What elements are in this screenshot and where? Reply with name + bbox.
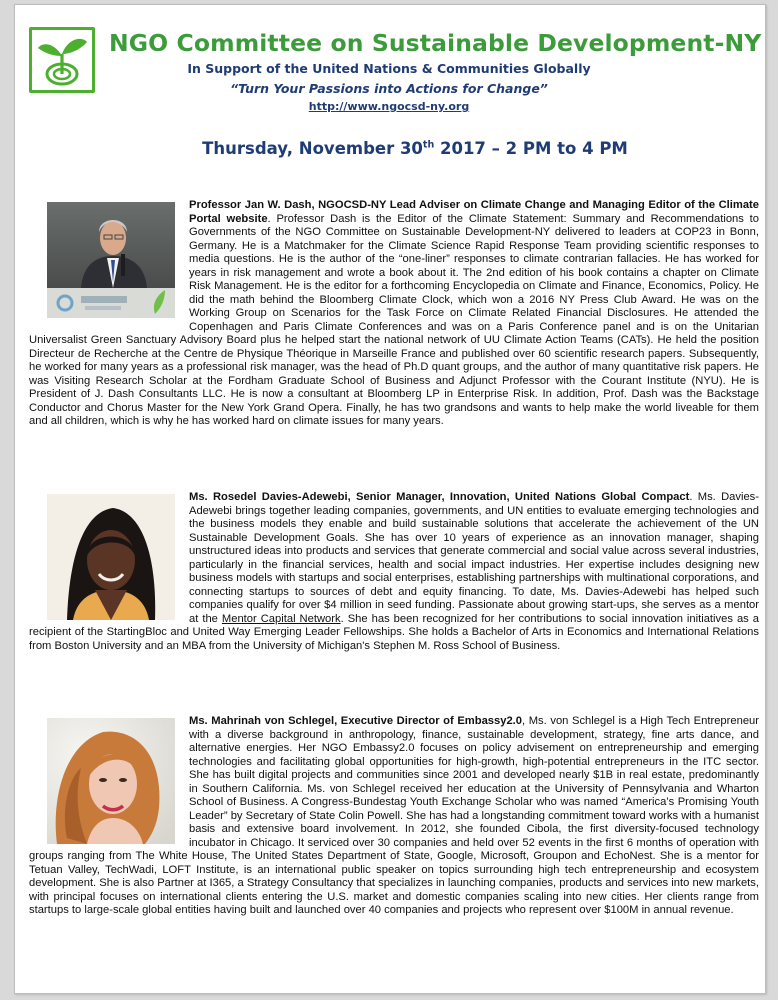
- event-date-day: Thursday, November 30: [202, 139, 423, 158]
- speaker-bio-rosedel-davies-adewebi: [29, 491, 759, 653]
- website-link[interactable]: http://www.ngocsd-ny.org: [308, 100, 470, 113]
- sprout-logo-icon: [29, 27, 95, 93]
- speaker-bio-mahrinah-von-schlegel: [29, 715, 759, 918]
- organization-subtitle: In Support of the United Nations & Communities Globally: [187, 61, 591, 76]
- mentor-capital-network-link[interactable]: Mentor Capital Network: [221, 612, 341, 625]
- speaker-name-mahrinah-von-schlegel: Ms. Mahrinah von Schlegel, Executive Director of Embassy2.0: [189, 715, 523, 727]
- speaker-name-rosedel-davies-adewebi: Ms. Rosedel Davies-Adewebi, Senior Manager, Innovation, United Nations Global Compact: [189, 491, 690, 503]
- speaker-photo-mahrinah-von-schlegel: [47, 718, 175, 844]
- organization-title: NGO Committee on Sustainable Development-NY: [109, 29, 762, 57]
- event-date-heading: [165, 139, 665, 158]
- speaker-bio-text-rosedel-davies-adewebi-continued: . She has been recognized for her contributions to social innovation initiatives as a recipient of the StartingBloc and United Way Emerging Leader Fellowships. She holds a Bachelor of Arts in Economics and International Relations from Boston University and an MBA from the University of Michigan's Stephen M. Ross School of Business.: [29, 612, 759, 652]
- speaker-name-jan-dash: Professor Jan W. Dash, NGOCSD-NY Lead Adviser on Climate Change and Managing Editor of the Climate Portal website: [189, 199, 759, 225]
- event-date-ordinal: th: [422, 139, 435, 151]
- speaker-bio-text-jan-dash: . Professor Dash is the Editor of the Climate Statement: Summary and Recommendations to Governments of the NGO Committee on Sustainable Development-NY delivered to leaders at COP23 in Bonn, Germany. He is a Matchmaker for the Climate Science Rapid Response Team providing scientific responses to media questions. He is the author of the “one-liner” responses to climate contrarian fallacies. He has worked for years in risk management and wrote a book about it. The 2nd edition of his book contains a chapter on Climate Risk Management. He is the editor for a forthcoming Encyclopedia on Climate and Finance, Economics, Policy. He did the math behind the Bloomberg Climate Clock, which won a 2016 NY Press Club Award. He was on the Working Group on Scenarios for the Task Force on Climate Related Financial Disclosures. He attended the Copenhagen and Paris Climate Conferences and was on a Paris Conference panel and is on the Unitarian Universalist Green Sanctuary Advisory Board plus he helped start the national network of UU Climate Action Teams (CATs). He held the position Directeur de Recherche at the Centre de Physique Théorique in Marseille France and published over 60 scientific research papers. Subsequently, he worked for many years as a professional risk manager, was the head of Ph.D quant groups, and the author of many quantitative risk papers. He was Visiting Research Scholar at the Fordham Graduate School of Business and Adjunct Professor with the Courant Institute (NYU). He is President of J. Dash Consultants LLC. He is now a consultant at Bloomberg LP in Enterprise Risk. In addition, Prof. Dash was the Backstage Conductor and Chorus Master for the New York Grand Opera. Finally, he has two grandsons and wants to help make the world liveable for them and all children, which is why he has worked hard on climate issues for many years.: [29, 212, 759, 427]
- speaker-bio-text-mahrinah-von-schlegel: , Ms. von Schlegel is a High Tech Entrepreneur with a diverse background in anthropology, finance, sustainable development, strategy, fine arts dance, and alternative energies. Her NGO Embassy2.0 focuses on policy advisement on entrepreneurship and emerging technologies and facilitating global opportunities for high-growth, high-potential entrepreneurs in the ITC sector. She has built digital projects and communities since 2001 and developed nearly $1B in real estate, predominantly in Southern California. Ms. von Schlegel received her education at the University of Pennsylvania and Wharton School of Business. A Congress-Bundestag Youth Exchange Scholar who was named “America’s Promising Youth Leader” by Secretary of State Colin Powell. She has had a longstanding commitment toward works with a humanist basis and extensive board involvement. In 2012, she founded Cibola, the first diversity-focused technology incubator in Chicago. It serviced over 30 companies and held over 52 events in the first 6 months of operation with groups ranging from The White House, The United States Department of State, Google, Microsoft, Groupon and EchoNest. She is a mentor for Tetuan Valley, TechWadi, LOFT Institute, is an international public speaker on topics surrounding high tech entrepreneurship and ecosystem development. She is also Partner at I365, a Strategy Consultancy that specializes in launching companies, products and services into new markets, with principal focuses on international clients entering the U.S. market and domestic companies scaling into new cities. Her clients range from startups to large-scale global entities having built and launched over 40 companies and projects who represent over $100M in annual revenue.: [29, 715, 759, 916]
- flyer-page: [14, 4, 766, 994]
- speaker-bio-text-rosedel-davies-adewebi: . Ms. Davies-Adewebi brings together leading companies, governments, and UN entities to evaluate emerging technologies and the business models they enable and build sustainable solutions that accelerate the achievement of the UN Sustainable Development Goals. She has over 10 years of experience as an innovation manager, shaping unstructured ideas into products and services that generate commercial and social value across several industries, particularly in the financial services, health and social impact industries. Her expertise includes designing new business models with startups and social enterprises, establishing partnerships with multinational corporations, and connecting startups to sources of debt and equity financing. To date, Ms. Davies-Adewebi has helped such companies qualify for over $4 million in seed funding. Passionate about growing start-ups, she serves as a mentor at the: [189, 491, 759, 625]
- organization-tagline: “Turn Your Passions into Actions for Change”: [230, 81, 548, 96]
- event-date-time: 2017 – 2 PM to 4 PM: [434, 139, 628, 158]
- speaker-bio-jan-dash: [29, 199, 759, 429]
- speaker-photo-jan-dash: [47, 202, 175, 318]
- speaker-photo-rosedel-davies-adewebi: [47, 494, 175, 620]
